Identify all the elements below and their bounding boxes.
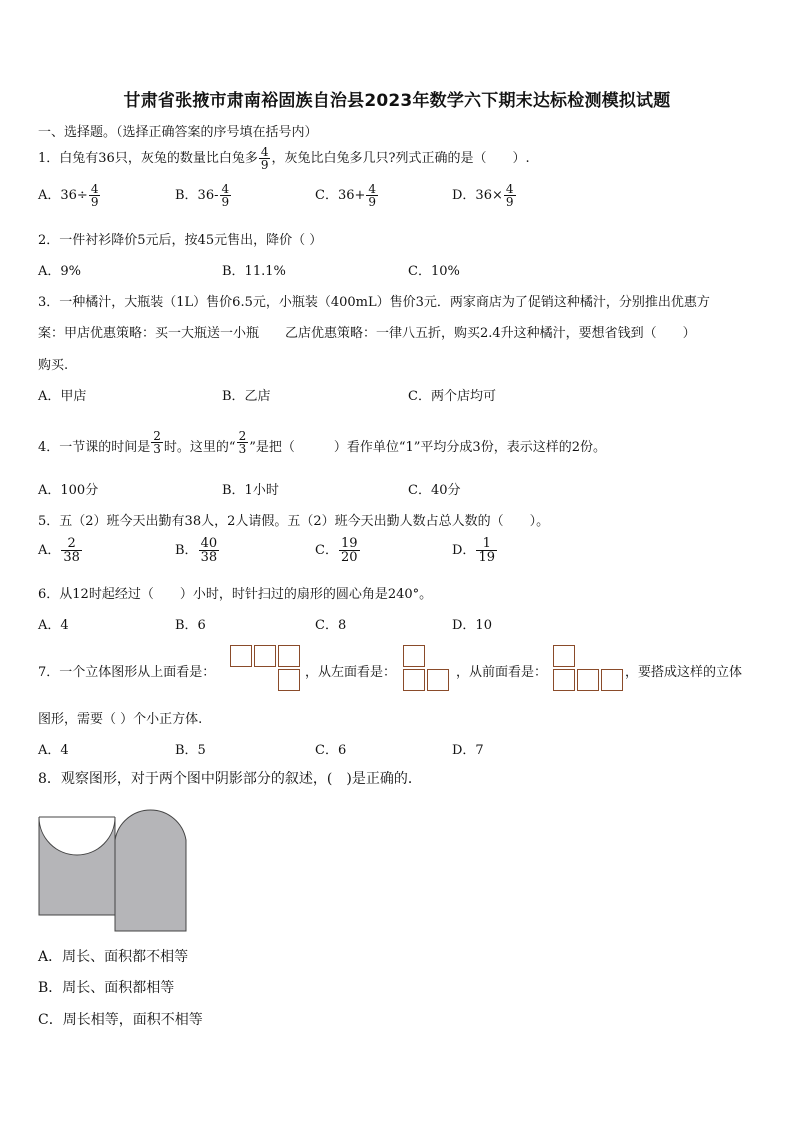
q7-text-b: ，从左面看是： [305, 665, 397, 680]
grid-cell [601, 669, 623, 691]
q4-text-c: ”是把（ ）看作单位“1”平均分成3份，表示这样的2份。 [249, 440, 606, 455]
q8-option-a[interactable]: A．周长、面积都不相等 [38, 949, 189, 965]
q5-option-c[interactable]: C． $\frac{19}{20}$ [315, 536, 358, 565]
grid-cell [427, 669, 449, 691]
q4-fraction-2: $\frac{2}{3}$ [238, 429, 247, 456]
question-8: 8．观察图形，对于两个图中阴影部分的叙述，( )是正确的． [38, 771, 422, 787]
shaded-figures [36, 800, 192, 934]
q7-option-a[interactable]: A．4 [38, 743, 69, 758]
q1-option-a[interactable]: A．36÷ $\frac{4}{9}$ [38, 182, 99, 209]
q1-option-d[interactable]: D．36× $\frac{4}{9}$ [452, 182, 514, 209]
figure-left-rect-semicircle-cut [39, 817, 115, 915]
q1-text-a: 1．白兔有36只，灰兔的数量比白兔多 [38, 151, 258, 166]
q7-text-d: ，要搭成这样的立体 [625, 665, 743, 680]
q3-option-b[interactable]: B．乙店 [222, 389, 271, 404]
q4-fraction-1: $\frac{2}{3}$ [153, 429, 161, 456]
q7-option-d[interactable]: D．7 [452, 743, 484, 758]
q7-option-c[interactable]: C．6 [315, 743, 347, 758]
q1-text-b: ，灰兔比白兔多几只?列式正确的是（ ）. [271, 151, 530, 166]
q2-option-c[interactable]: C．10% [408, 264, 460, 279]
q6-option-b[interactable]: B．6 [175, 618, 206, 633]
q1-option-b[interactable]: B．36- $\frac{4}{9}$ [175, 182, 230, 209]
q2-option-b[interactable]: B．11.1% [222, 264, 286, 279]
q1-option-c[interactable]: C．36+ $\frac{4}{9}$ [315, 182, 377, 209]
q4-option-a[interactable]: A．100分 [38, 483, 99, 498]
q4-option-c[interactable]: C．40分 [408, 483, 461, 498]
question-3-line1: 3．一种橘汁，大瓶装（1L）售价6.5元，小瓶装（400mL）售价3元．两家商店为了促销这种橘汁，分别推出优惠方 [38, 295, 710, 310]
q1-fraction: $\frac{4}{9}$ [260, 145, 269, 172]
grid-cell [403, 645, 425, 667]
q8-option-b[interactable]: B．周长、面积都相等 [38, 980, 175, 996]
grid-cell [577, 669, 599, 691]
grid-cell [278, 669, 300, 691]
question-3-line2: 案：甲店优惠策略：买一大瓶送一小瓶 乙店优惠策略：一律八五折，购买2.4升这种橘汁，要想省钱到（ ） [38, 326, 696, 341]
q6-option-c[interactable]: C．8 [315, 618, 347, 633]
q3-option-a[interactable]: A．甲店 [38, 389, 87, 404]
grid-cell [553, 669, 575, 691]
question-3-line3: 购买. [38, 358, 69, 373]
question-6: 6．从12时起经过（ ）小时，时针扫过的扇形的圆心角是240°。 [38, 587, 433, 602]
figure-right-rect-semicircle-top [115, 810, 186, 931]
question-4 [38, 430, 606, 455]
question-2: 2．一件衬衫降价5元后，按45元售出，降价（ ） [38, 233, 323, 248]
q8-option-c[interactable]: C．周长相等，面积不相等 [38, 1012, 203, 1028]
page-title: 甘肃省张掖市肃南裕固族自治县2023年数学六下期末达标检测模拟试题 [123, 91, 671, 111]
q7-text-c: ，从前面看是： [456, 665, 548, 680]
q6-option-a[interactable]: A．4 [38, 618, 69, 633]
q5-option-a[interactable]: A． $\frac{2}{38}$ [38, 536, 80, 565]
question-5: 5．五（2）班今天出勤有38人，2人请假。五（2）班今天出勤人数占总人数的（ ）。 [38, 514, 550, 529]
q2-option-a[interactable]: A．9% [38, 264, 82, 279]
section-heading: 一、选择题。（选择正确答案的序号填在括号内） [38, 125, 318, 140]
q7-text-a: 7．一个立体图形从上面看是： [38, 665, 216, 680]
q5-option-d[interactable]: D． $\frac{1}{19}$ [452, 536, 495, 565]
grid-cell [403, 669, 425, 691]
q5-option-b[interactable]: B． $\frac{40}{38}$ [175, 536, 218, 565]
grid-cell [230, 645, 252, 667]
grid-cell [553, 645, 575, 667]
grid-cell [278, 645, 300, 667]
q4-option-b[interactable]: B．1小时 [222, 483, 279, 498]
q4-text-b: 时。这里的“ [163, 440, 236, 455]
grid-cell [254, 645, 276, 667]
q6-option-d[interactable]: D．10 [452, 618, 492, 633]
q7-text-line2: 图形，需要（ ）个小正方体. [38, 712, 203, 727]
q7-option-b[interactable]: B．5 [175, 743, 206, 758]
q3-option-c[interactable]: C．两个店均可 [408, 389, 496, 404]
question-1 [38, 146, 530, 171]
q4-text-a: 4．一节课的时间是 [38, 440, 151, 455]
